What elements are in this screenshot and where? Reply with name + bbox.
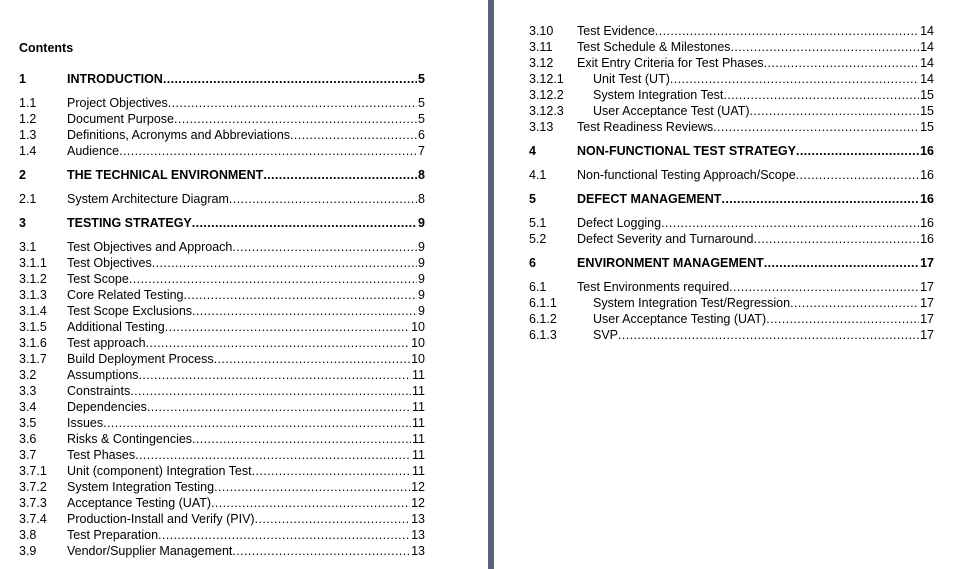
toc-entry-page: 13 — [411, 528, 425, 542]
toc-entry-number: 3.12.2 — [529, 88, 564, 102]
toc-entry[interactable] — [529, 216, 934, 231]
toc-dot-leader — [713, 120, 919, 135]
toc-entry[interactable] — [19, 352, 425, 367]
toc-entry-title: THE TECHNICAL ENVIRONMENT — [67, 168, 264, 182]
toc-dot-leader — [152, 256, 417, 271]
toc-entry[interactable] — [529, 40, 934, 55]
toc-entry-number: 5.1 — [529, 216, 547, 230]
toc-dot-leader — [750, 104, 920, 119]
toc-entry-page: 7 — [418, 144, 425, 158]
toc-entry-number: 3.7.1 — [19, 464, 47, 478]
toc-entry-title: Test Scope — [67, 272, 129, 286]
toc-entry-title: Defect Severity and Turnaround — [577, 232, 754, 246]
toc-entry-title: Test Evidence — [577, 24, 655, 38]
toc-entry-number: 2 — [19, 168, 26, 182]
toc-entry-title: Test Readiness Reviews — [577, 120, 714, 134]
toc-entry[interactable] — [529, 328, 934, 343]
toc-entry-page: 10 — [411, 320, 425, 334]
toc-dot-leader — [211, 496, 410, 511]
toc-entry-title: Unit Test (UT) — [593, 72, 670, 86]
toc-entry[interactable] — [529, 56, 934, 71]
toc-entry-number: 3.5 — [19, 416, 37, 430]
toc-entry-number: 3.1.1 — [19, 256, 47, 270]
toc-entry-title: Document Purpose — [67, 112, 175, 126]
toc-entry-number: 3.1.6 — [19, 336, 47, 350]
toc-dot-leader — [232, 544, 410, 559]
toc-entry[interactable] — [19, 96, 425, 111]
toc-dot-leader — [729, 280, 919, 295]
toc-dot-leader — [290, 128, 417, 143]
toc-entry[interactable] — [19, 464, 425, 479]
toc-dot-leader — [764, 256, 919, 271]
toc-entry-title: Test Objectives and Approach — [67, 240, 233, 254]
toc-entry-title: Test Preparation — [67, 528, 159, 542]
toc-entry-number: 3.9 — [19, 544, 37, 558]
toc-entry-page: 9 — [418, 272, 425, 286]
toc-entry-number: 6.1 — [529, 280, 547, 294]
toc-entry-page: 5 — [418, 72, 425, 86]
toc-dot-leader — [721, 192, 919, 207]
toc-entry-title: Dependencies — [67, 400, 147, 414]
toc-dot-leader — [168, 96, 417, 111]
toc-entry-title: DEFECT MANAGEMENT — [577, 192, 722, 206]
toc-entry-page: 6 — [418, 128, 425, 142]
toc-entry-title: Project Objectives — [67, 96, 168, 110]
toc-entry[interactable] — [529, 168, 934, 183]
toc-dot-leader — [255, 512, 411, 527]
toc-entry[interactable] — [19, 144, 425, 159]
toc-dot-leader — [731, 40, 920, 55]
toc-entry[interactable] — [19, 256, 425, 271]
toc-entry[interactable] — [19, 480, 425, 495]
toc-entry[interactable] — [19, 384, 425, 399]
toc-dot-leader — [192, 304, 417, 319]
toc-entry-page: 15 — [920, 120, 934, 134]
toc-dot-leader — [655, 24, 919, 39]
toc-dot-leader — [163, 72, 417, 87]
toc-entry[interactable] — [19, 128, 425, 143]
toc-dot-leader — [146, 336, 411, 351]
toc-entry-number: 3.1.4 — [19, 304, 47, 318]
toc-entry-title: System Integration Testing — [67, 480, 215, 494]
toc-entry-title: Additional Testing — [67, 320, 165, 334]
toc-entry[interactable] — [19, 320, 425, 335]
contents-heading: Contents — [19, 41, 74, 55]
toc-entry-page: 17 — [920, 312, 934, 326]
toc-entry[interactable] — [529, 296, 934, 311]
toc-entry-page: 9 — [418, 288, 425, 302]
toc-entry[interactable] — [19, 272, 425, 287]
toc-dot-leader — [135, 448, 411, 463]
toc-entry-number: 3.2 — [19, 368, 37, 382]
toc-entry[interactable] — [529, 144, 934, 159]
toc-entry-number: 3.7.2 — [19, 480, 47, 494]
toc-entry[interactable] — [19, 368, 425, 383]
toc-entry[interactable] — [19, 512, 425, 527]
toc-entry-page: 15 — [920, 104, 934, 118]
toc-entry-page: 12 — [411, 496, 425, 510]
toc-entry[interactable] — [529, 280, 934, 295]
toc-entry-title: Constraints — [67, 384, 131, 398]
toc-entry[interactable] — [19, 112, 425, 127]
toc-entry-title: SVP — [593, 328, 619, 342]
toc-entry-title: INTRODUCTION — [67, 72, 163, 86]
toc-dot-leader — [139, 368, 411, 383]
toc-entry[interactable] — [19, 304, 425, 319]
toc-entry-number: 6 — [529, 256, 536, 270]
toc-entry-title: Vendor/Supplier Management — [67, 544, 233, 558]
toc-dot-leader — [796, 144, 919, 159]
toc-entry-number: 3.1.3 — [19, 288, 47, 302]
toc-entry[interactable] — [529, 120, 934, 135]
toc-entry-page: 11 — [412, 384, 425, 398]
toc-dot-leader — [790, 296, 919, 311]
toc-entry-page: 17 — [920, 256, 934, 270]
toc-entry-number: 3.1.5 — [19, 320, 47, 334]
toc-entry-page: 16 — [920, 144, 934, 158]
toc-entry-title: Audience — [67, 144, 120, 158]
toc-entry[interactable] — [19, 400, 425, 415]
toc-entry-number: 3.10 — [529, 24, 554, 38]
toc-entry[interactable] — [19, 216, 425, 231]
toc-entry-page: 11 — [412, 400, 425, 414]
toc-dot-leader — [184, 288, 418, 303]
toc-entry-number: 3.7.3 — [19, 496, 47, 510]
toc-entry-title: Assumptions — [67, 368, 139, 382]
toc-entry-page: 17 — [920, 328, 934, 342]
toc-dot-leader — [147, 400, 411, 415]
toc-dot-leader — [158, 528, 410, 543]
toc-entry-title: Test Scope Exclusions — [67, 304, 193, 318]
toc-entry[interactable] — [529, 24, 934, 39]
toc-entry-title: Issues — [67, 416, 104, 430]
toc-entry-number: 4 — [529, 144, 536, 158]
toc-entry-number: 2.1 — [19, 192, 37, 206]
toc-entry-title: TESTING STRATEGY — [67, 216, 192, 230]
toc-entry-page: 15 — [920, 88, 934, 102]
toc-entry-number: 3 — [19, 216, 26, 230]
toc-entry-number: 3.6 — [19, 432, 37, 446]
toc-entry-page: 11 — [412, 448, 425, 462]
toc-entry-number: 3.12.3 — [529, 104, 564, 118]
toc-entry-number: 3.7.4 — [19, 512, 47, 526]
toc-entry[interactable] — [19, 288, 425, 303]
toc-entry[interactable] — [529, 312, 934, 327]
toc-dot-leader — [723, 88, 919, 103]
toc-dot-leader — [229, 192, 417, 207]
document-page-right — [494, 0, 961, 569]
toc-entry[interactable] — [19, 448, 425, 463]
toc-dot-leader — [232, 240, 417, 255]
toc-entry-number: 1.1 — [19, 96, 37, 110]
toc-entry-page: 9 — [418, 240, 425, 254]
toc-entry-number: 1.2 — [19, 112, 37, 126]
toc-entry-title: Test approach — [67, 336, 146, 350]
toc-entry-number: 5.2 — [529, 232, 547, 246]
toc-entry[interactable] — [529, 104, 934, 119]
toc-entry[interactable] — [529, 72, 934, 87]
toc-entry[interactable] — [19, 496, 425, 511]
toc-entry-title: Core Related Testing — [67, 288, 184, 302]
toc-entry-page: 13 — [411, 512, 425, 526]
toc-entry-page: 16 — [920, 192, 934, 206]
toc-entry[interactable] — [19, 168, 425, 183]
toc-entry-page: 5 — [418, 112, 425, 126]
toc-entry-number: 3.4 — [19, 400, 37, 414]
toc-entry-title: Test Objectives — [67, 256, 152, 270]
toc-entry-title: User Acceptance Test (UAT) — [593, 104, 750, 118]
toc-entry-number: 3.7 — [19, 448, 37, 462]
toc-entry-page: 12 — [411, 480, 425, 494]
toc-dot-leader — [119, 144, 417, 159]
toc-entry-title: Test Schedule & Milestones — [577, 40, 731, 54]
toc-entry-page: 11 — [412, 368, 425, 382]
toc-entry-number: 1.4 — [19, 144, 37, 158]
toc-entry-title: Acceptance Testing (UAT) — [67, 496, 212, 510]
toc-entry-page: 11 — [412, 416, 425, 430]
toc-entry-number: 3.11 — [529, 40, 553, 54]
toc-entry-page: 17 — [920, 296, 934, 310]
toc-dot-leader — [252, 464, 411, 479]
toc-dot-leader — [766, 312, 919, 327]
toc-entry-page: 16 — [920, 168, 934, 182]
toc-entry[interactable] — [19, 336, 425, 351]
toc-dot-leader — [661, 216, 919, 231]
toc-entry-title: System Architecture Diagram — [67, 192, 229, 206]
toc-entry-number: 4.1 — [529, 168, 547, 182]
toc-entry[interactable] — [529, 256, 934, 271]
toc-entry-page: 9 — [418, 216, 425, 230]
toc-dot-leader — [764, 56, 919, 71]
toc-entry-number: 3.12 — [529, 56, 554, 70]
toc-dot-leader — [103, 416, 411, 431]
toc-entry-title: Test Phases — [67, 448, 136, 462]
toc-entry-page: 11 — [412, 432, 425, 446]
toc-entry-title: ENVIRONMENT MANAGEMENT — [577, 256, 764, 270]
toc-entry-title: Build Deployment Process — [67, 352, 214, 366]
toc-entry-page: 5 — [418, 96, 425, 110]
toc-dot-leader — [129, 272, 417, 287]
toc-entry-title: User Acceptance Testing (UAT) — [593, 312, 767, 326]
toc-entry-page: 13 — [411, 544, 425, 558]
toc-entry-number: 3.12.1 — [529, 72, 564, 86]
toc-dot-leader — [754, 232, 920, 247]
toc-entry[interactable] — [19, 416, 425, 431]
toc-entry-page: 16 — [920, 216, 934, 230]
toc-dot-leader — [618, 328, 919, 343]
toc-entry-number: 6.1.1 — [529, 296, 557, 310]
toc-dot-leader — [670, 72, 919, 87]
toc-entry-title: Risks & Contingencies — [67, 432, 193, 446]
toc-entry-title: NON-FUNCTIONAL TEST STRATEGY — [577, 144, 796, 158]
toc-entry-page: 10 — [411, 336, 425, 350]
toc-entry-number: 3.1 — [19, 240, 37, 254]
toc-dot-leader — [796, 168, 919, 183]
toc-entry[interactable] — [529, 192, 934, 207]
toc-entry-title: Non-functional Testing Approach/Scope — [577, 168, 796, 182]
toc-entry-number: 1 — [19, 72, 26, 86]
toc-dot-leader — [263, 168, 417, 183]
toc-entry-number: 5 — [529, 192, 536, 206]
toc-entry-number: 6.1.2 — [529, 312, 557, 326]
toc-entry-page: 14 — [920, 40, 934, 54]
toc-entry-title: Definitions, Acronyms and Abbreviations — [67, 128, 291, 142]
toc-entry-number: 1.3 — [19, 128, 37, 142]
toc-entry-page: 17 — [920, 280, 934, 294]
toc-entry-title: Production-Install and Verify (PIV) — [67, 512, 255, 526]
toc-entry-title: Unit (component) Integration Test — [67, 464, 252, 478]
toc-entry-title: Defect Logging — [577, 216, 662, 230]
toc-entry[interactable] — [529, 88, 934, 103]
toc-entry-number: 6.1.3 — [529, 328, 557, 342]
toc-entry[interactable] — [19, 528, 425, 543]
toc-entry-page: 11 — [412, 464, 425, 478]
toc-dot-leader — [174, 112, 417, 127]
toc-dot-leader — [214, 480, 410, 495]
toc-entry-number: 3.3 — [19, 384, 37, 398]
toc-entry-page: 9 — [418, 304, 425, 318]
toc-dot-leader — [165, 320, 410, 335]
toc-entry-page: 9 — [418, 256, 425, 270]
toc-dot-leader — [214, 352, 410, 367]
toc-entry-number: 3.13 — [529, 120, 554, 134]
toc-entry-page: 8 — [418, 192, 425, 206]
toc-entry-number: 3.1.2 — [19, 272, 47, 286]
toc-entry[interactable] — [19, 72, 425, 87]
toc-entry-number: 3.1.7 — [19, 352, 47, 366]
toc-entry-title: Exit Entry Criteria for Test Phases — [577, 56, 764, 70]
toc-entry[interactable] — [19, 432, 425, 447]
toc-entry-title: System Integration Test/Regression — [593, 296, 791, 310]
toc-dot-leader — [192, 216, 417, 231]
toc-entry-page: 8 — [418, 168, 425, 182]
toc-entry[interactable] — [529, 232, 934, 247]
toc-entry-page: 14 — [920, 56, 934, 70]
toc-dot-leader — [130, 384, 411, 399]
toc-entry-title: System Integration Test — [593, 88, 724, 102]
toc-entry-page: 16 — [920, 232, 934, 246]
toc-entry[interactable] — [19, 544, 425, 559]
toc-entry[interactable] — [19, 240, 425, 255]
toc-entry-number: 3.8 — [19, 528, 37, 542]
toc-entry-title: Test Environments required — [577, 280, 730, 294]
toc-entry-page: 10 — [411, 352, 425, 366]
toc-dot-leader — [192, 432, 411, 447]
toc-entry-page: 14 — [920, 72, 934, 86]
toc-entry-page: 14 — [920, 24, 934, 38]
toc-entry[interactable] — [19, 192, 425, 207]
